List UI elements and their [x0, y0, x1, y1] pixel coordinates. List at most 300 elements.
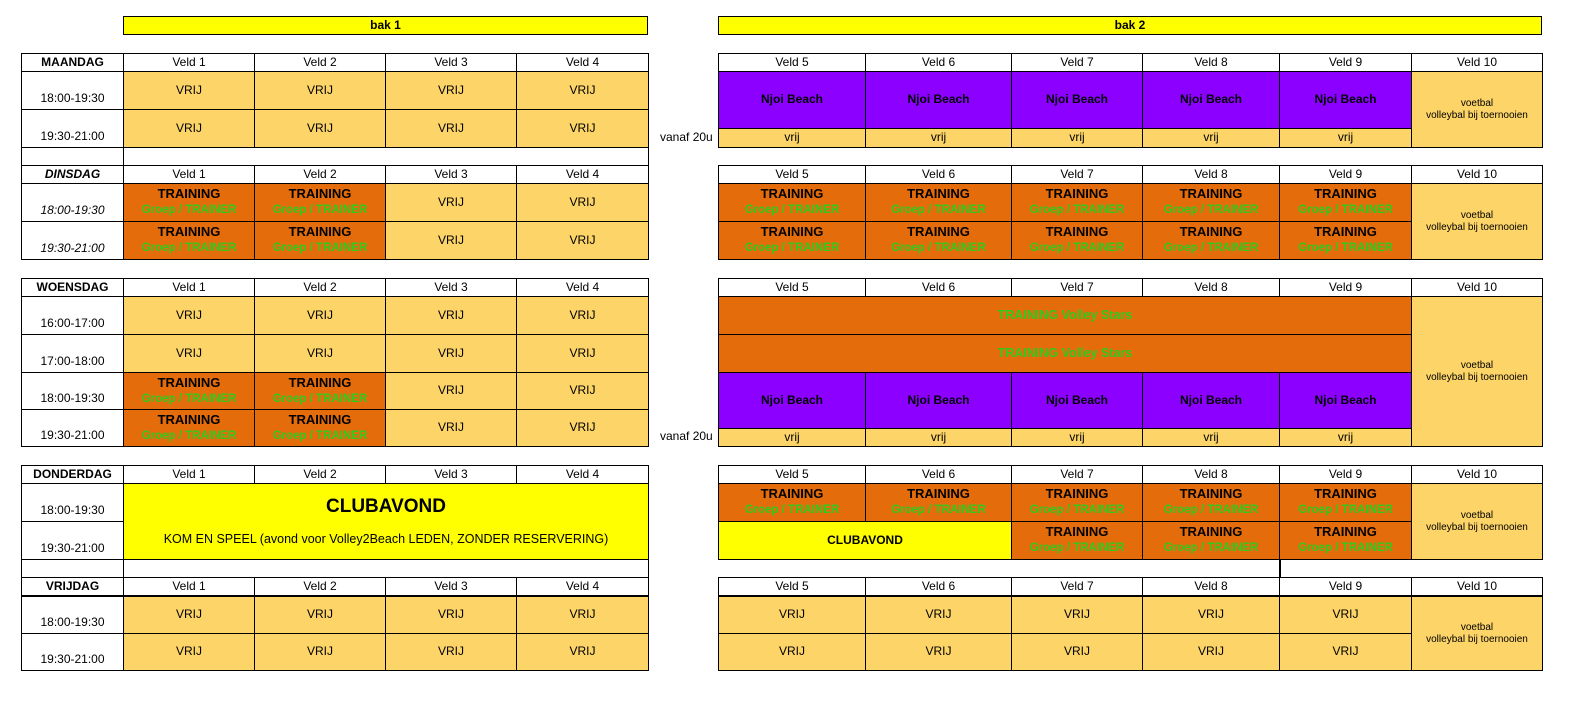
groep-trainer-label: Groep / TRAINER: [891, 504, 986, 517]
veld-header: [1011, 465, 1143, 484]
spacer-cell: [718, 147, 1280, 166]
veld-header: [718, 53, 866, 72]
veld-header-label: Veld 9: [1328, 279, 1363, 294]
slot-label: VRIJ: [175, 307, 202, 322]
veld-header: [516, 165, 649, 184]
time-slot: [21, 633, 124, 671]
time-label: 18:00-19:30: [40, 503, 105, 518]
slot-training[interactable]: [1011, 521, 1143, 560]
slot-training[interactable]: [1279, 221, 1412, 260]
slot-vrij[interactable]: [385, 109, 517, 148]
slot-vrij[interactable]: [516, 109, 649, 148]
time-slot: [21, 409, 124, 447]
slot-label: vrij: [1203, 130, 1219, 145]
slot-vrij[interactable]: [718, 633, 866, 671]
veld-header: [123, 53, 255, 72]
slot-label: VRIJ: [306, 607, 333, 622]
slot-vrij[interactable]: [1011, 633, 1143, 671]
clubavond-block[interactable]: [123, 483, 649, 560]
slot-label: VRIJ: [778, 607, 805, 622]
veld-header-label: Veld 9: [1328, 466, 1363, 481]
veld-header: [718, 165, 866, 184]
slot-vrij-small[interactable]: [1011, 128, 1143, 148]
veld-header: [1411, 465, 1543, 484]
spacer-cell: [123, 147, 649, 166]
slot-voetbal[interactable]: [1411, 596, 1543, 671]
veld-header-label: Veld 9: [1328, 166, 1363, 181]
voetbal-label: voetbal: [1460, 360, 1494, 371]
groep-trainer-label: Groep / TRAINER: [1029, 542, 1125, 555]
time-slot: [21, 296, 124, 335]
veld-header-label: Veld 7: [1060, 279, 1094, 294]
volleybal-toernooi-label: volleybal bij toernooien: [1426, 371, 1528, 383]
slot-training[interactable]: [1011, 221, 1143, 260]
veld-header-label: Veld 8: [1194, 466, 1228, 481]
veld-header-label: Veld 7: [1060, 54, 1094, 69]
training-label: TRAINING: [1314, 224, 1377, 240]
veld-header: [516, 278, 649, 297]
veld-header: [385, 278, 517, 297]
time-label: 19:30-21:00: [40, 129, 105, 144]
slot-vrij[interactable]: [516, 183, 649, 222]
slot-label: VRIJ: [569, 307, 596, 322]
njoi-beach-label: Njoi Beach: [1314, 92, 1377, 107]
training-label: TRAINING: [1179, 486, 1243, 502]
veld-header-label: Veld 4: [565, 466, 600, 481]
slot-vrij[interactable]: [516, 596, 649, 634]
slot-vrij[interactable]: [865, 633, 1012, 671]
training-label: TRAINING: [1045, 224, 1109, 240]
groep-trainer-label: Groep / TRAINER: [891, 242, 986, 255]
volleybal-toernooi-label: volleybal bij toernooien: [1426, 521, 1528, 533]
veld-header-label: Veld 6: [921, 578, 956, 593]
slot-label: VRIJ: [437, 644, 464, 659]
slot-vrij-small[interactable]: [1142, 428, 1280, 447]
slot-vrij[interactable]: [254, 633, 386, 671]
slot-label: VRIJ: [1332, 607, 1359, 622]
time-slot: [21, 483, 124, 522]
clubavond-title: CLUBAVOND: [326, 496, 446, 518]
training-label: TRAINING: [157, 374, 221, 390]
veld-header: [718, 465, 866, 484]
slot-vrij-small[interactable]: [865, 428, 1012, 447]
slot-vrij-small[interactable]: [718, 428, 866, 447]
slot-vrij[interactable]: [516, 71, 649, 110]
kom-en-speel-text: KOM EN SPEEL (avond voor Volley2Beach LEDEN, ZONDER RESERVERING): [163, 532, 609, 547]
slot-vrij[interactable]: [385, 221, 517, 260]
slot-training[interactable]: [865, 483, 1012, 522]
veld-header: [865, 465, 1012, 484]
groep-trainer-label: Groep / TRAINER: [1029, 242, 1125, 255]
time-label: 19:30-21:00: [40, 428, 105, 443]
slot-training[interactable]: [254, 372, 386, 410]
slot-label: VRIJ: [175, 345, 202, 360]
slot-label: VRIJ: [175, 644, 202, 659]
slot-label: VRIJ: [437, 120, 464, 135]
slot-training[interactable]: [123, 372, 255, 410]
veld-header: [1279, 278, 1412, 297]
slot-voetbal[interactable]: [1411, 71, 1543, 148]
groep-trainer-label: Groep / TRAINER: [141, 204, 237, 217]
groep-trainer-label: Groep / TRAINER: [1163, 242, 1259, 255]
slot-training[interactable]: [1279, 521, 1412, 560]
veld-header-label: Veld 4: [565, 578, 600, 593]
training-label: TRAINING: [1314, 186, 1377, 202]
veld-header: [1279, 465, 1412, 484]
veld-header-label: Veld 3: [434, 54, 468, 69]
veld-header-label: Veld 1: [172, 166, 206, 181]
veld-header-label: Veld 3: [434, 279, 468, 294]
veld-header-label: Veld 4: [565, 279, 600, 294]
slot-label: VRIJ: [1197, 607, 1224, 622]
slot-label: VRIJ: [925, 644, 952, 659]
slot-vrij[interactable]: [1142, 633, 1280, 671]
veld-header: [1411, 577, 1543, 596]
veld-header: [1011, 577, 1143, 596]
bak-1-header: [123, 16, 648, 35]
njoi-beach-label: Njoi Beach: [907, 92, 970, 107]
slot-label: VRIJ: [175, 120, 202, 135]
slot-training[interactable]: [718, 183, 866, 222]
slot-njoi-beach[interactable]: [1011, 71, 1143, 129]
groep-trainer-label: Groep / TRAINER: [744, 204, 840, 217]
slot-label: vrij: [1337, 130, 1354, 145]
slot-training[interactable]: [254, 183, 386, 222]
slot-vrij[interactable]: [385, 296, 517, 335]
slot-training[interactable]: [1011, 183, 1143, 222]
training-label: TRAINING: [157, 186, 221, 202]
slot-vrij[interactable]: [123, 71, 255, 110]
day-label: [21, 465, 124, 484]
training-label: TRAINING: [1179, 524, 1243, 540]
slot-training[interactable]: [1142, 221, 1280, 260]
veld-header-label: Veld 10: [1456, 279, 1498, 294]
veld-header: [1142, 465, 1280, 484]
slot-vrij-small[interactable]: [718, 128, 866, 148]
groep-trainer-label: Groep / TRAINER: [891, 204, 986, 217]
slot-vrij-small[interactable]: [1279, 428, 1412, 447]
njoi-beach-label: Njoi Beach: [1314, 392, 1377, 407]
veld-header-label: Veld 2: [303, 279, 337, 294]
slot-label: VRIJ: [569, 345, 596, 360]
veld-header: [1279, 165, 1412, 184]
slot-label: vrij: [1337, 429, 1354, 444]
slot-njoi-beach[interactable]: [865, 372, 1012, 429]
slot-label: vrij: [1069, 130, 1085, 145]
training-label: TRAINING: [1179, 186, 1243, 202]
time-label: 19:30-21:00: [40, 652, 105, 667]
training-label: TRAINING: [760, 186, 824, 202]
bak-2-header: [718, 16, 1542, 35]
slot-training[interactable]: [123, 409, 255, 447]
slot-vrij[interactable]: [385, 409, 517, 447]
slot-label: VRIJ: [569, 194, 596, 209]
veld-header-label: Veld 7: [1060, 578, 1094, 593]
slot-label: vrij: [930, 429, 947, 444]
veld-header-label: Veld 1: [172, 466, 206, 481]
spacer-cell: [123, 559, 649, 578]
slot-label: VRIJ: [175, 607, 202, 622]
slot-label: vrij: [1069, 429, 1085, 444]
veld-header: [385, 465, 517, 484]
slot-training[interactable]: [123, 183, 255, 222]
veld-header: [516, 577, 649, 596]
slot-vrij[interactable]: [516, 334, 649, 373]
slot-vrij[interactable]: [254, 296, 386, 335]
veld-header-label: Veld 1: [172, 54, 206, 69]
slot-voetbal[interactable]: [1411, 296, 1543, 447]
volley-stars-label: TRAINING Volley Stars: [997, 346, 1133, 361]
groep-trainer-label: Groep / TRAINER: [1163, 542, 1259, 555]
bak-2-label: bak 2: [1114, 17, 1146, 32]
slot-label: VRIJ: [569, 420, 596, 435]
slot-label: vrij: [784, 429, 800, 444]
veld-header: [865, 53, 1012, 72]
groep-trainer-label: Groep / TRAINER: [1029, 504, 1125, 517]
slot-vrij[interactable]: [516, 221, 649, 260]
slot-vrij[interactable]: [254, 71, 386, 110]
veld-header: [1411, 53, 1543, 72]
veld-header-label: Veld 5: [775, 54, 809, 69]
slot-training[interactable]: [865, 221, 1012, 260]
njoi-beach-label: Njoi Beach: [1179, 392, 1242, 407]
day-name: DINSDAG: [44, 166, 101, 181]
slot-vrij[interactable]: [254, 334, 386, 373]
veld-header-label: Veld 2: [303, 578, 337, 593]
veld-header: [1411, 165, 1543, 184]
veld-header: [254, 53, 386, 72]
slot-training[interactable]: [254, 409, 386, 447]
training-label: TRAINING: [1045, 186, 1109, 202]
veld-header-label: Veld 1: [172, 578, 206, 593]
groep-trainer-label: Groep / TRAINER: [141, 392, 237, 405]
training-label: TRAINING: [288, 224, 352, 240]
slot-training[interactable]: [1011, 483, 1143, 522]
training-label: TRAINING: [157, 224, 221, 240]
veld-header: [718, 577, 866, 596]
slot-vrij[interactable]: [385, 633, 517, 671]
groep-trainer-label: Groep / TRAINER: [141, 429, 237, 442]
slot-vrij[interactable]: [516, 633, 649, 671]
slot-njoi-beach[interactable]: [1142, 71, 1280, 129]
slot-voetbal[interactable]: [1411, 183, 1543, 260]
slot-training[interactable]: [718, 483, 866, 522]
slot-label: VRIJ: [1063, 644, 1090, 659]
voetbal-label: voetbal: [1460, 98, 1494, 109]
day-label: [21, 278, 124, 297]
time-slot: [21, 521, 124, 560]
veld-header-label: Veld 6: [921, 279, 956, 294]
veld-header: [1279, 53, 1412, 72]
veld-header-label: Veld 8: [1194, 166, 1228, 181]
veld-header-label: Veld 10: [1456, 54, 1498, 69]
slot-training[interactable]: [865, 183, 1012, 222]
slot-vrij[interactable]: [123, 334, 255, 373]
veld-header-label: Veld 6: [921, 466, 956, 481]
training-label: TRAINING: [288, 374, 352, 390]
veld-header: [254, 577, 386, 596]
groep-trainer-label: Groep / TRAINER: [272, 392, 368, 405]
njoi-beach-label: Njoi Beach: [1179, 92, 1242, 107]
training-label: TRAINING: [157, 411, 221, 427]
veld-header: [385, 165, 517, 184]
veld-header: [516, 53, 649, 72]
veld-header: [254, 278, 386, 297]
groep-trainer-label: Groep / TRAINER: [1298, 242, 1393, 255]
slot-voetbal[interactable]: [1411, 483, 1543, 560]
slot-njoi-beach[interactable]: [718, 372, 866, 429]
slot-label: VRIJ: [175, 82, 202, 97]
day-name: VRIJDAG: [45, 578, 100, 593]
slot-njoi-beach[interactable]: [1011, 372, 1143, 429]
slot-vrij[interactable]: [516, 372, 649, 410]
slot-clubavond[interactable]: [718, 521, 1012, 560]
groep-trainer-label: Groep / TRAINER: [272, 429, 368, 442]
slot-njoi-beach[interactable]: [718, 71, 866, 129]
slot-label: VRIJ: [437, 607, 464, 622]
veld-header-label: Veld 1: [172, 279, 206, 294]
slot-label: VRIJ: [569, 232, 596, 247]
slot-vrij-small[interactable]: [1011, 428, 1143, 447]
slot-vrij[interactable]: [718, 596, 866, 634]
slot-training[interactable]: [123, 221, 255, 260]
slot-label: VRIJ: [306, 307, 333, 322]
slot-training[interactable]: [1279, 183, 1412, 222]
veld-header-label: Veld 7: [1060, 166, 1094, 181]
veld-header-label: Veld 7: [1060, 466, 1094, 481]
volley-stars-label: TRAINING Volley Stars: [997, 308, 1133, 323]
veld-header: [123, 165, 255, 184]
slot-vrij[interactable]: [385, 596, 517, 634]
veld-header-label: Veld 9: [1328, 578, 1363, 593]
slot-vrij[interactable]: [1011, 596, 1143, 634]
slot-label: vrij: [930, 130, 947, 145]
slot-vrij[interactable]: [385, 71, 517, 110]
groep-trainer-label: Groep / TRAINER: [1029, 204, 1125, 217]
veld-header-label: Veld 5: [775, 466, 809, 481]
training-label: TRAINING: [907, 486, 970, 502]
vanaf-20u-note: vanaf 20u: [660, 429, 713, 443]
slot-njoi-beach[interactable]: [1279, 71, 1412, 129]
slot-vrij[interactable]: [1142, 596, 1280, 634]
veld-header-label: Veld 2: [303, 54, 337, 69]
slot-training[interactable]: [1279, 483, 1412, 522]
veld-header-label: Veld 8: [1194, 279, 1228, 294]
veld-header-label: Veld 10: [1456, 578, 1498, 593]
slot-training[interactable]: [1142, 183, 1280, 222]
day-name: MAANDAG: [41, 54, 104, 69]
veld-header-label: Veld 6: [921, 166, 956, 181]
slot-label: vrij: [784, 130, 800, 145]
slot-vrij[interactable]: [1279, 633, 1412, 671]
training-label: TRAINING: [1314, 524, 1377, 540]
slot-vrij[interactable]: [385, 372, 517, 410]
slot-vrij[interactable]: [385, 334, 517, 373]
veld-header: [865, 577, 1012, 596]
time-label: 19:30-21:00: [40, 241, 105, 256]
veld-header-label: Veld 2: [303, 466, 337, 481]
slot-vrij[interactable]: [516, 409, 649, 447]
time-label: 18:00-19:30: [40, 615, 105, 630]
slot-label: VRIJ: [306, 82, 333, 97]
slot-label: VRIJ: [437, 420, 464, 435]
veld-header-label: Veld 5: [775, 166, 809, 181]
groep-trainer-label: Groep / TRAINER: [272, 242, 368, 255]
groep-trainer-label: Groep / TRAINER: [744, 242, 840, 255]
slot-label: VRIJ: [925, 607, 952, 622]
slot-njoi-beach[interactable]: [1142, 372, 1280, 429]
training-label: TRAINING: [1314, 486, 1377, 502]
day-label: [21, 577, 124, 596]
slot-label: VRIJ: [437, 383, 464, 398]
veld-header: [865, 278, 1012, 297]
slot-vrij[interactable]: [516, 296, 649, 335]
veld-header-label: Veld 5: [775, 279, 809, 294]
veld-header-label: Veld 10: [1456, 166, 1498, 181]
clubavond-label: CLUBAVOND: [827, 532, 903, 547]
slot-label: VRIJ: [569, 120, 596, 135]
veld-header: [254, 165, 386, 184]
slot-training[interactable]: [1142, 483, 1280, 522]
slot-training[interactable]: [254, 221, 386, 260]
slot-training-volley-stars[interactable]: [718, 334, 1412, 373]
time-slot: [21, 372, 124, 410]
time-slot: [21, 221, 124, 260]
slot-vrij[interactable]: [254, 109, 386, 148]
volleybal-toernooi-label: volleybal bij toernooien: [1426, 109, 1528, 121]
slot-vrij[interactable]: [1279, 596, 1412, 634]
veld-header: [123, 465, 255, 484]
slot-label: VRIJ: [569, 644, 596, 659]
slot-vrij[interactable]: [123, 296, 255, 335]
veld-header: [1011, 165, 1143, 184]
njoi-beach-label: Njoi Beach: [907, 392, 970, 407]
slot-label: VRIJ: [437, 194, 464, 209]
slot-training-volley-stars[interactable]: [718, 296, 1412, 335]
time-label: 18:00-19:30: [40, 203, 105, 218]
slot-vrij[interactable]: [123, 596, 255, 634]
slot-vrij-small[interactable]: [865, 128, 1012, 148]
slot-njoi-beach[interactable]: [865, 71, 1012, 129]
slot-vrij[interactable]: [123, 633, 255, 671]
veld-header: [1142, 577, 1280, 596]
slot-vrij[interactable]: [123, 109, 255, 148]
groep-trainer-label: Groep / TRAINER: [1163, 504, 1259, 517]
veld-header-label: Veld 3: [434, 166, 468, 181]
slot-vrij-small[interactable]: [1142, 128, 1280, 148]
time-slot: [21, 183, 124, 222]
spacer-cell: [21, 559, 124, 578]
veld-header: [123, 278, 255, 297]
veld-header-label: Veld 5: [775, 578, 809, 593]
slot-label: VRIJ: [569, 383, 596, 398]
slot-training[interactable]: [718, 221, 866, 260]
slot-vrij-small[interactable]: [1279, 128, 1412, 148]
time-label: 18:00-19:30: [40, 91, 105, 106]
slot-vrij[interactable]: [865, 596, 1012, 634]
slot-njoi-beach[interactable]: [1279, 372, 1412, 429]
slot-training[interactable]: [1142, 521, 1280, 560]
slot-vrij[interactable]: [254, 596, 386, 634]
bak-1-label: bak 1: [370, 17, 401, 32]
veld-header: [1279, 577, 1412, 596]
volleybal-toernooi-label: volleybal bij toernooien: [1426, 221, 1528, 233]
voetbal-label: voetbal: [1460, 210, 1494, 221]
veld-header-label: Veld 4: [565, 166, 600, 181]
njoi-beach-label: Njoi Beach: [760, 92, 823, 107]
training-label: TRAINING: [760, 486, 824, 502]
slot-vrij[interactable]: [385, 183, 517, 222]
